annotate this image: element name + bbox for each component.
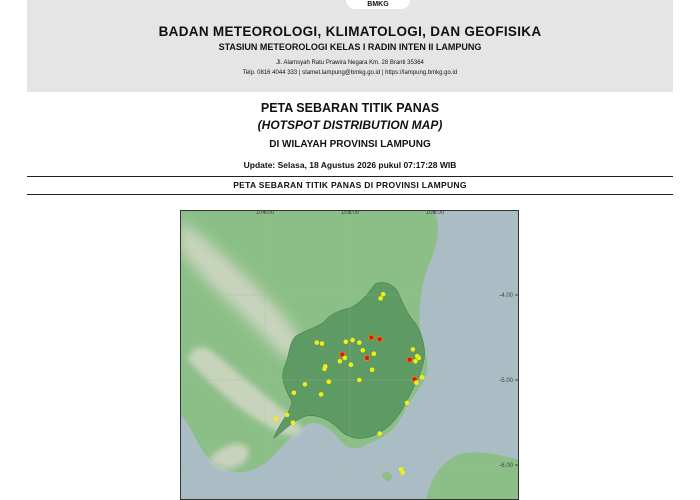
update-timestamp: Update: Selasa, 18 Agustus 2026 pukul 07:17:28 WIB — [243, 160, 457, 170]
hotspot-marker — [319, 392, 324, 397]
hotspot-marker — [378, 296, 383, 301]
hotspot-marker — [372, 351, 377, 356]
map-caption: PETA SEBARAN TITIK PANAS DI PROVINSI LAMPUNG — [233, 180, 467, 190]
hotspot-high-marker — [377, 337, 382, 342]
hotspot-marker — [405, 401, 410, 406]
hotspot-marker — [322, 367, 327, 372]
station-address: Jl. Alamsyah Ratu Prawira Negara Km. 28 Branti 35364 — [276, 60, 424, 66]
hotspot-marker — [285, 413, 290, 418]
report-title-english: (HOTSPOT DISTRIBUTION MAP) — [257, 118, 443, 132]
station-header — [27, 0, 673, 92]
lat-tick-label: -5.00 — [499, 378, 513, 384]
hotspot-marker — [400, 470, 405, 475]
agency-name: BADAN METEOROLOGI, KLIMATOLOGI, DAN GEOFISIKA — [158, 24, 542, 39]
hotspot-marker — [377, 431, 382, 436]
hotspot-marker — [344, 340, 349, 345]
hotspot-map — [180, 210, 519, 500]
report-region: DI WILAYAH PROVINSI LAMPUNG — [269, 139, 431, 150]
hotspot-high-marker — [407, 357, 412, 362]
hotspot-marker — [343, 356, 348, 361]
hotspot-high-marker — [369, 335, 374, 340]
hotspot-marker — [303, 382, 308, 387]
hotspot-marker — [292, 391, 297, 396]
hotspot-marker — [349, 362, 354, 367]
lat-tick-label: -4.00 — [499, 293, 513, 299]
hotspot-marker — [350, 338, 355, 343]
hotspot-marker — [417, 356, 422, 361]
bmkg-logo: BMKG — [346, 0, 410, 9]
hotspot-marker — [381, 292, 386, 297]
hotspot-marker — [274, 417, 279, 422]
hotspot-marker — [291, 420, 296, 425]
lon-tick-label: 104.00 — [255, 210, 275, 216]
hotspot-marker — [411, 347, 416, 352]
hotspot-marker — [357, 340, 362, 345]
hotspot-marker — [320, 341, 325, 346]
station-contact: Telp. 0816 4044 333 | stamet.lampung@bmkg.go.id | https://lampung.bmkg.go.id — [242, 70, 458, 76]
divider-bottom — [27, 194, 673, 195]
hotspot-marker — [357, 378, 362, 383]
lon-tick-label: 106.00 — [425, 210, 445, 216]
hotspot-marker — [420, 375, 425, 380]
hotspot-marker — [414, 380, 419, 385]
hotspot-marker — [315, 340, 320, 345]
station-name: STASIUN METEOROLOGI KELAS I RADIN INTEN II LAMPUNG — [218, 42, 482, 52]
hotspot-marker — [413, 359, 418, 364]
hotspot-marker — [338, 359, 343, 364]
hotspot-marker — [361, 348, 366, 353]
lat-tick-label: -6.00 — [499, 463, 513, 469]
lon-tick-label: 105.00 — [340, 210, 360, 216]
hotspot-marker — [327, 379, 332, 384]
hotspot-marker — [370, 368, 375, 373]
report-title: PETA SEBARAN TITIK PANAS — [260, 101, 440, 115]
hotspot-high-marker — [364, 355, 369, 360]
map-canvas — [180, 210, 519, 500]
divider-top — [27, 176, 673, 177]
